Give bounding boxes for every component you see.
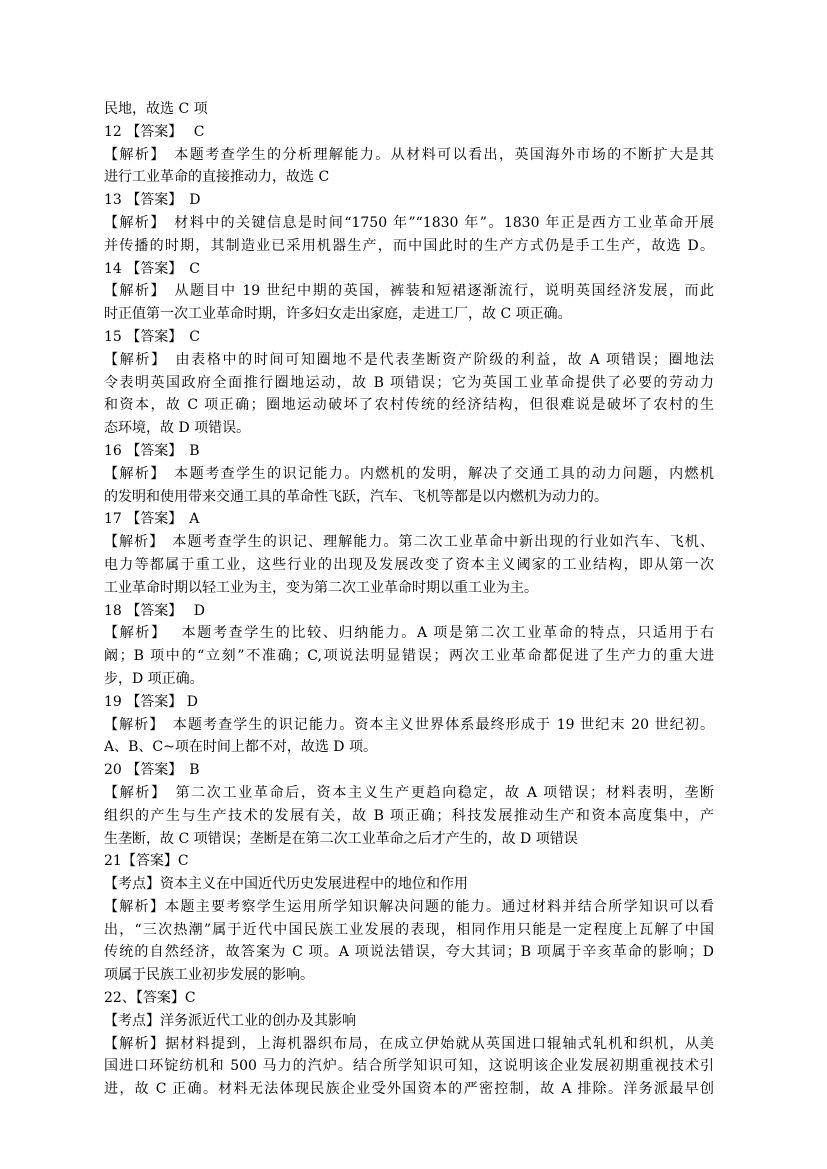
text-line: 【解析】 本题考查学生的分析理解能力。从材料可以看出，英国海外市场的不断扩大是其 — [104, 146, 714, 163]
text-line: 【解析】 本题考查学生的识记、理解能力。第二次工业革命中新出现的行业如汽车、飞机、 — [104, 534, 714, 551]
text-line: 20 【答案】 B — [104, 762, 200, 779]
text-line: 【解析】 材料中的关键信息是时间“1750 年”“1830 年”。1830 年正是西方工业革命开展 — [104, 214, 714, 231]
text-line: 项属于民族工业初步发展的影响。 — [104, 967, 314, 984]
text-line: 18 【答案】 D — [104, 602, 205, 619]
text-line: 的发明和使用带来交通工具的革命性飞跃，汽车、飞机等都是以内燃机为动力的。 — [104, 488, 608, 505]
text-line: 态环境，故 D 项错误。 — [104, 420, 251, 437]
text-line: 步，D 项正确。 — [104, 670, 204, 687]
document-page — [104, 98, 714, 1101]
text-line: 21【答案】C — [104, 853, 189, 870]
text-line: 17 【答案】 A — [104, 511, 200, 528]
text-line: 组织的产生与生产技术的发展有关，故 B 项正确；科技发展推动生产和资本高度集中，产 — [104, 807, 714, 824]
text-line: 和资本，故 C 项正确；圈地运动破坏了农村传统的经济结构，但很难说是破坏了农村的生 — [104, 397, 714, 414]
text-line: 出，“三次热潮”属于近代中国民族工业发展的表现，相同作用只能是一定程度上瓦解了中国 — [104, 921, 714, 938]
text-line: 国进口环锭纺机和 500 马力的汽炉。结合所学知识可知，这说明该企业发展初期重视技术引 — [104, 1058, 714, 1075]
text-line: 19 【答案】 D — [104, 693, 198, 710]
text-line: 【解析】 从题目中 19 世纪中期的英国，裤装和短裙逐渐流行，说明英国经济发展，而此 — [104, 283, 714, 300]
text-line: 【解析】本题主要考察学生运用所学知识解决问题的能力。通过材料并结合所学知识可以看 — [104, 898, 714, 915]
text-line: A、B、C~项在时间上都不对，故选 D 项。 — [104, 739, 377, 756]
text-line: 13 【答案】 D — [104, 192, 201, 209]
text-line: 工业革命时期以轻工业为主，变为第二次工业革命时期以重工业为主。 — [104, 579, 538, 596]
text-line: 【解析】 本题考查学生的比较、归纳能力。A 项是第二次工业革命的特点，只适用于右 — [104, 625, 714, 642]
text-line: 令表明英国政府全面推行圈地运动，故 B 项错误；它为英国工业革命提供了必要的劳动力 — [104, 374, 714, 391]
text-line: 传统的自然经济，故答案为 C 项。A 项说法错误，夸大其词；B 项属于辛亥革命的影响；D — [104, 944, 714, 961]
text-line: 【考点】资本主义在中国近代历史发展进程中的地位和作用 — [104, 876, 468, 893]
text-line: 阚；B 项中的“立刻”不准确；C,项说法明显错误；两次工业革命都促进了生产力的重大进 — [104, 648, 714, 665]
text-line: 电力等都属于重工业，这些行业的出现及发展改变了资本主义阈家的工业结构，即从第一次 — [104, 556, 714, 573]
text-line: 16 【答案】 B — [104, 442, 200, 459]
text-line: 【考点】洋务派近代工业的创办及其影响 — [104, 1012, 356, 1029]
text-line: 14 【答案】 C — [104, 260, 200, 277]
text-line: 【解析】 本题考查学生的识记能力。资本主义世界体系最终形成于 19 世纪末 20 世纪初。 — [104, 716, 714, 733]
text-line: 22、【答案】C — [104, 990, 196, 1007]
text-line: 进，故 C 正确。材料无法体现民族企业受外国资本的严密控制，故 A 排除。洋务派最早创 — [104, 1081, 714, 1098]
text-line: 【解析】据材料提到，上海机器织布局，在成立伊始就从英国进口辊轴式轧机和织机，从美 — [104, 1035, 714, 1052]
text-line: 12 【答案】 C — [104, 123, 205, 140]
text-line: 生垄断，故 C 项错误；垄断是在第二次工业革命之后才产生的，故 D 项错误 — [104, 830, 578, 847]
text-line: 民地，故选 C 项 — [104, 101, 208, 117]
text-line: 进行工业革命的直接推动力，故选 C — [104, 169, 330, 186]
text-line: 15 【答案】 C — [104, 328, 200, 345]
text-line: 【解析】 第二次工业革命后，资本主义生产更趋向稳定，故 A 项错误；材料表明，垄断 — [104, 784, 714, 801]
text-line: 【解析】 由表格中的时间可知圈地不是代表垄断资产阶级的利益，故 A 项错误；圈地法 — [104, 351, 714, 368]
text-line: 【解析】 本题考查学生的识记能力。内燃机的发明，解决了交通工具的动力问题，内燃机 — [104, 465, 714, 482]
text-line: 并传播的时期，其制造业已采用机器生产，而中国此时的生产方式仍是手工生产，故选 D。 — [104, 237, 714, 254]
text-line: 时正值第一次工业革命时期，许多妇女走出家庭，走进工厂，故 C 项正确。 — [104, 306, 572, 323]
